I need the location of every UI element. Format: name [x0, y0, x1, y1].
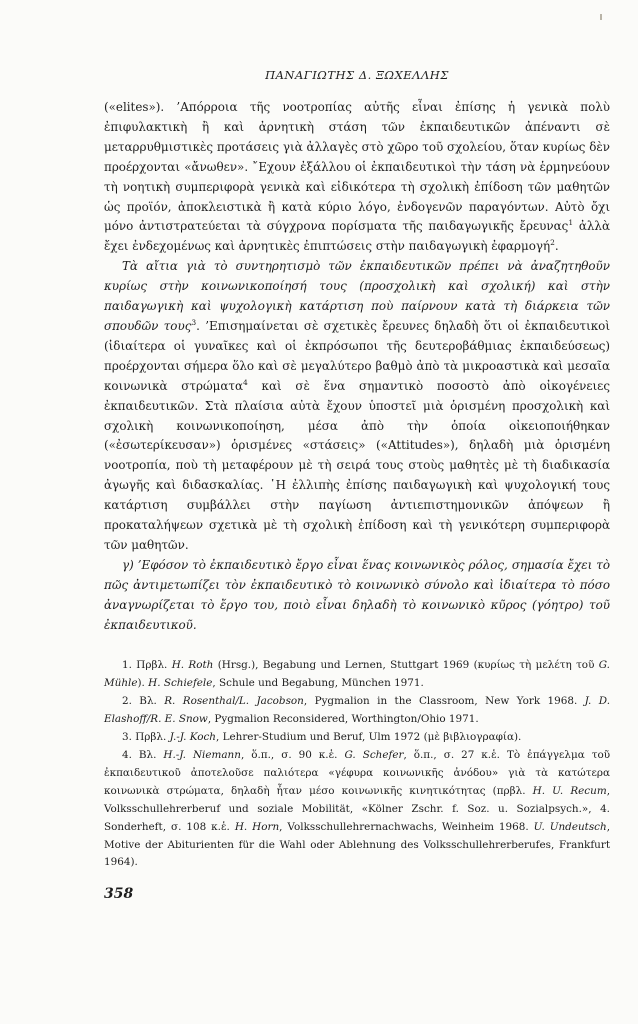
italic-text: H. U. Recum: [532, 784, 607, 797]
italic-text: H. Roth: [171, 659, 214, 672]
italic-text: J.-J. Koch: [169, 731, 216, 744]
text-run: , Motive der Abiturienten für die Wahl oder Ablehnung des Volksschullehrerberufes, Frankfurt 1964).: [104, 820, 610, 869]
text-run: ἀλλὰ ἔχει ἐνδεχομένως καὶ ἀρνητικὲς ἐπιπτώσεις στὴν παιδαγωγικὴ ἐφαρμογή: [104, 219, 610, 254]
italic-text: H.-J. Niemann: [163, 749, 241, 761]
text-run: 4. Βλ.: [122, 749, 164, 761]
italic-text: R. Rosenthal/L. Jacobson: [164, 695, 304, 708]
footnote: [104, 657, 610, 693]
text-run: ).: [137, 677, 149, 690]
scan-mark: [600, 14, 602, 20]
text-run: 3. Πρβλ.: [122, 731, 170, 744]
footnote-ref: 1: [568, 218, 574, 228]
text-run: , Volksschullehrernachwachs, Weinheim 1968.: [279, 820, 534, 833]
text-run: , Pygmalion Reconsidered, Worthington/Ohio 1971.: [207, 713, 479, 726]
body-text: [104, 98, 610, 635]
footnote-ref: 2: [550, 238, 555, 248]
text-run: , Lehrer-Studium und Beruf, Ulm 1972 (μὲ βιβλιογραφία).: [215, 731, 522, 744]
text-run: (Hrsg.), Begabung und Lernen, Stuttgart 1969 (κυρίως τὴ μελέτη τοῦ: [213, 659, 599, 672]
italic-text: H. Schiefele: [148, 677, 213, 690]
running-header: ΠΑΝΑΓΙΩΤΗΣ Δ. ΞΩΧΕΛΛΗΣ: [265, 68, 449, 82]
footnote: [104, 693, 610, 729]
italic-text: G. Mühle: [104, 659, 610, 690]
text-run: , ὅ.π., σ. 90 κ.ἑ.: [240, 749, 345, 761]
text-run: , Schule und Begabung, München 1971.: [212, 677, 424, 690]
text-run: καὶ σὲ ἕνα σημαντικὸ ποσοστὸ ἀπὸ οἰκογένειες ἐκπαιδευτικῶν. Στὰ πλαίσια αὐτὰ ἔχουν ὑποστεῖ μιὰ ὁρισμένη προσχολικὴ καὶ σχολικὴ κοινωνικοποίηση, μέσα ἀπὸ τὴν ὁποία οἰκειοποιήθηκαν («ἐσωτερίκευσαν») ὁρισμένες «στάσεις» («Attitudes»), δηλαδὴ μιὰ ὁρισμένη νοοτροπία, ποὺ τὴ μεταφέρουν μὲ τὴ σειρά τους στοὺς μαθητὲς μὲ τὴ διαδικασία ἀγωγῆς καὶ διδασκαλίας. ῾Η ἐλλιπὴς ἐπίσης παιδαγωγικὴ καὶ ψυχολογική τους κατάρτιση συμβάλλει στὴν παγίωση ἀντιεπιστημονικῶν ἀπόψεων ἢ προκαταλήψεων σχετικὰ μὲ τὴ σχολικὴ ἐπίδοση καὶ τὴ γενικότερη συμπεριφορὰ τῶν μαθητῶν.: [104, 378, 610, 552]
footnote: [104, 747, 610, 872]
text-run: («elites»). ’Απόρροια τῆς νοοτροπίας αὐτῆς εἶναι ἐπίσης ἡ γενικὰ πολὺ ἐπιφυλακτικὴ ἢ καὶ ἀρνητικὴ στάση τῶν ἐκπαιδευτικῶν ἀπέναντι σὲ μεταρρυθμιστικὲς προτάσεις γιὰ ἀλλαγὲς στὸ χῶρο τοῦ σχολείου, ὅταν κυρίως δὲν προέρχονται «ἄνωθεν». ῎Εχουν ἐξάλλου οἱ ἐκπαιδευτικοὶ τὴν τάση νὰ ἑρμηνεύουν τὴ νοητικὴ συμπεριφορὰ γενικὰ καὶ εἰδικότερα τὴ σχολικὴ ἐπίδοση τῶν μαθητῶν ὡς προϊόν, ἀποκλειστικὰ ἢ κατὰ κύριο λόγο, ἐνδογενῶν παραγόντων. Αὐτὸ ὄχι μόνο ἀντιστρατεύεται τὰ σύγχρονα πορίσματα τῆς παιδαγωγικῆς ἔρευνας: [104, 100, 610, 234]
italic-text: γ) ’Εφόσον τὸ ἐκπαιδευτικὸ ἔργο εἶναι ἕνας κοινωνικὸς ρόλος, σημασία ἔχει τὸ πῶς ἀντιμετωπίζει τὸν ἐκπαιδευτικὸ τὸ κοινωνικὸ σύνολο καὶ ἰδιαίτερα τὸ πόσο ἀναγνωρίζεται τὸ ἔργο του, ποιὸ εἶναι δηλαδὴ τὸ κοινωνικὸ κῦρος (γόητρο) τοῦ ἐκπαιδευτικοῦ.: [104, 557, 610, 632]
text-run: 2. Βλ.: [122, 695, 165, 708]
body-paragraph: [104, 556, 610, 636]
italic-text: U. Undeutsch: [533, 820, 607, 833]
footnote-ref: 3: [191, 318, 197, 327]
book-page: [104, 68, 610, 902]
italic-text: H. Horn: [234, 820, 280, 833]
footnote-ref: 4: [243, 377, 248, 387]
text-run: , Volksschullehrerberuf und soziale Mobilität, «Kölner Zschr. f. Soz. u. Sozialpsych.», 4. Sonderheft, σ. 108 κ.ἑ.: [104, 784, 610, 833]
text-run: , Pygmalion in the Classroom, New York 1968.: [303, 695, 585, 708]
text-run: . ’Επισημαίνεται σὲ σχετικὲς ἔρευνες δηλαδὴ ὅτι οἱ ἐκπαιδευτικοὶ (ἰδιαίτερα οἱ γυναῖκες καὶ οἱ ἐκπρόσωποι τῆς δευτεροβάθμιας ἐκπαιδεύσεως) προέρχονται σήμερα ὅλο καὶ σὲ μεγαλύτερο βαθμὸ ἀπὸ τὰ μικροαστικὰ καὶ μεσαῖα κοινωνικὰ στρώματα: [104, 318, 610, 393]
text-run: , ὅ.π., σ. 27 κ.ἑ. Τὸ ἐπάγγελμα τοῦ ἐκπαιδευτικοῦ ἀποτελοῦσε παλιότερα «γέφυρα κοινωνικῆς ἀνόδου» γιὰ τὰ κατώτερα κοινωνικὰ στρώματα, δηλαδὴ ἦταν μέσο κοινωνικῆς κινητικότητας (πρβλ.: [104, 749, 611, 797]
footnotes: [104, 657, 610, 872]
body-paragraph: [104, 257, 610, 556]
italic-text: G. Schefer: [344, 749, 404, 761]
body-paragraph: [104, 98, 610, 257]
italic-text: Τὰ αἴτια γιὰ τὸ συντηρητισμὸ τῶν ἐκπαιδευτικῶν πρέπει νὰ ἀναζητηθοῦν κυρίως στὴν κοινωνικοποίησή τους (προσχολικὴ καὶ σχολική) καὶ στὴν παιδαγωγικὴ καὶ ψυχολογικὴ κατάρτιση ποὺ παίρνουν κατὰ τὴ διάρκεια τῶν σπουδῶν τους: [104, 259, 610, 333]
text-run: .: [554, 239, 559, 254]
text-run: 1. Πρβλ.: [122, 659, 172, 672]
footnote: [104, 729, 610, 747]
page-number: 358: [104, 886, 134, 903]
italic-text: J. D. Elashoff/R. E. Snow: [104, 695, 610, 726]
